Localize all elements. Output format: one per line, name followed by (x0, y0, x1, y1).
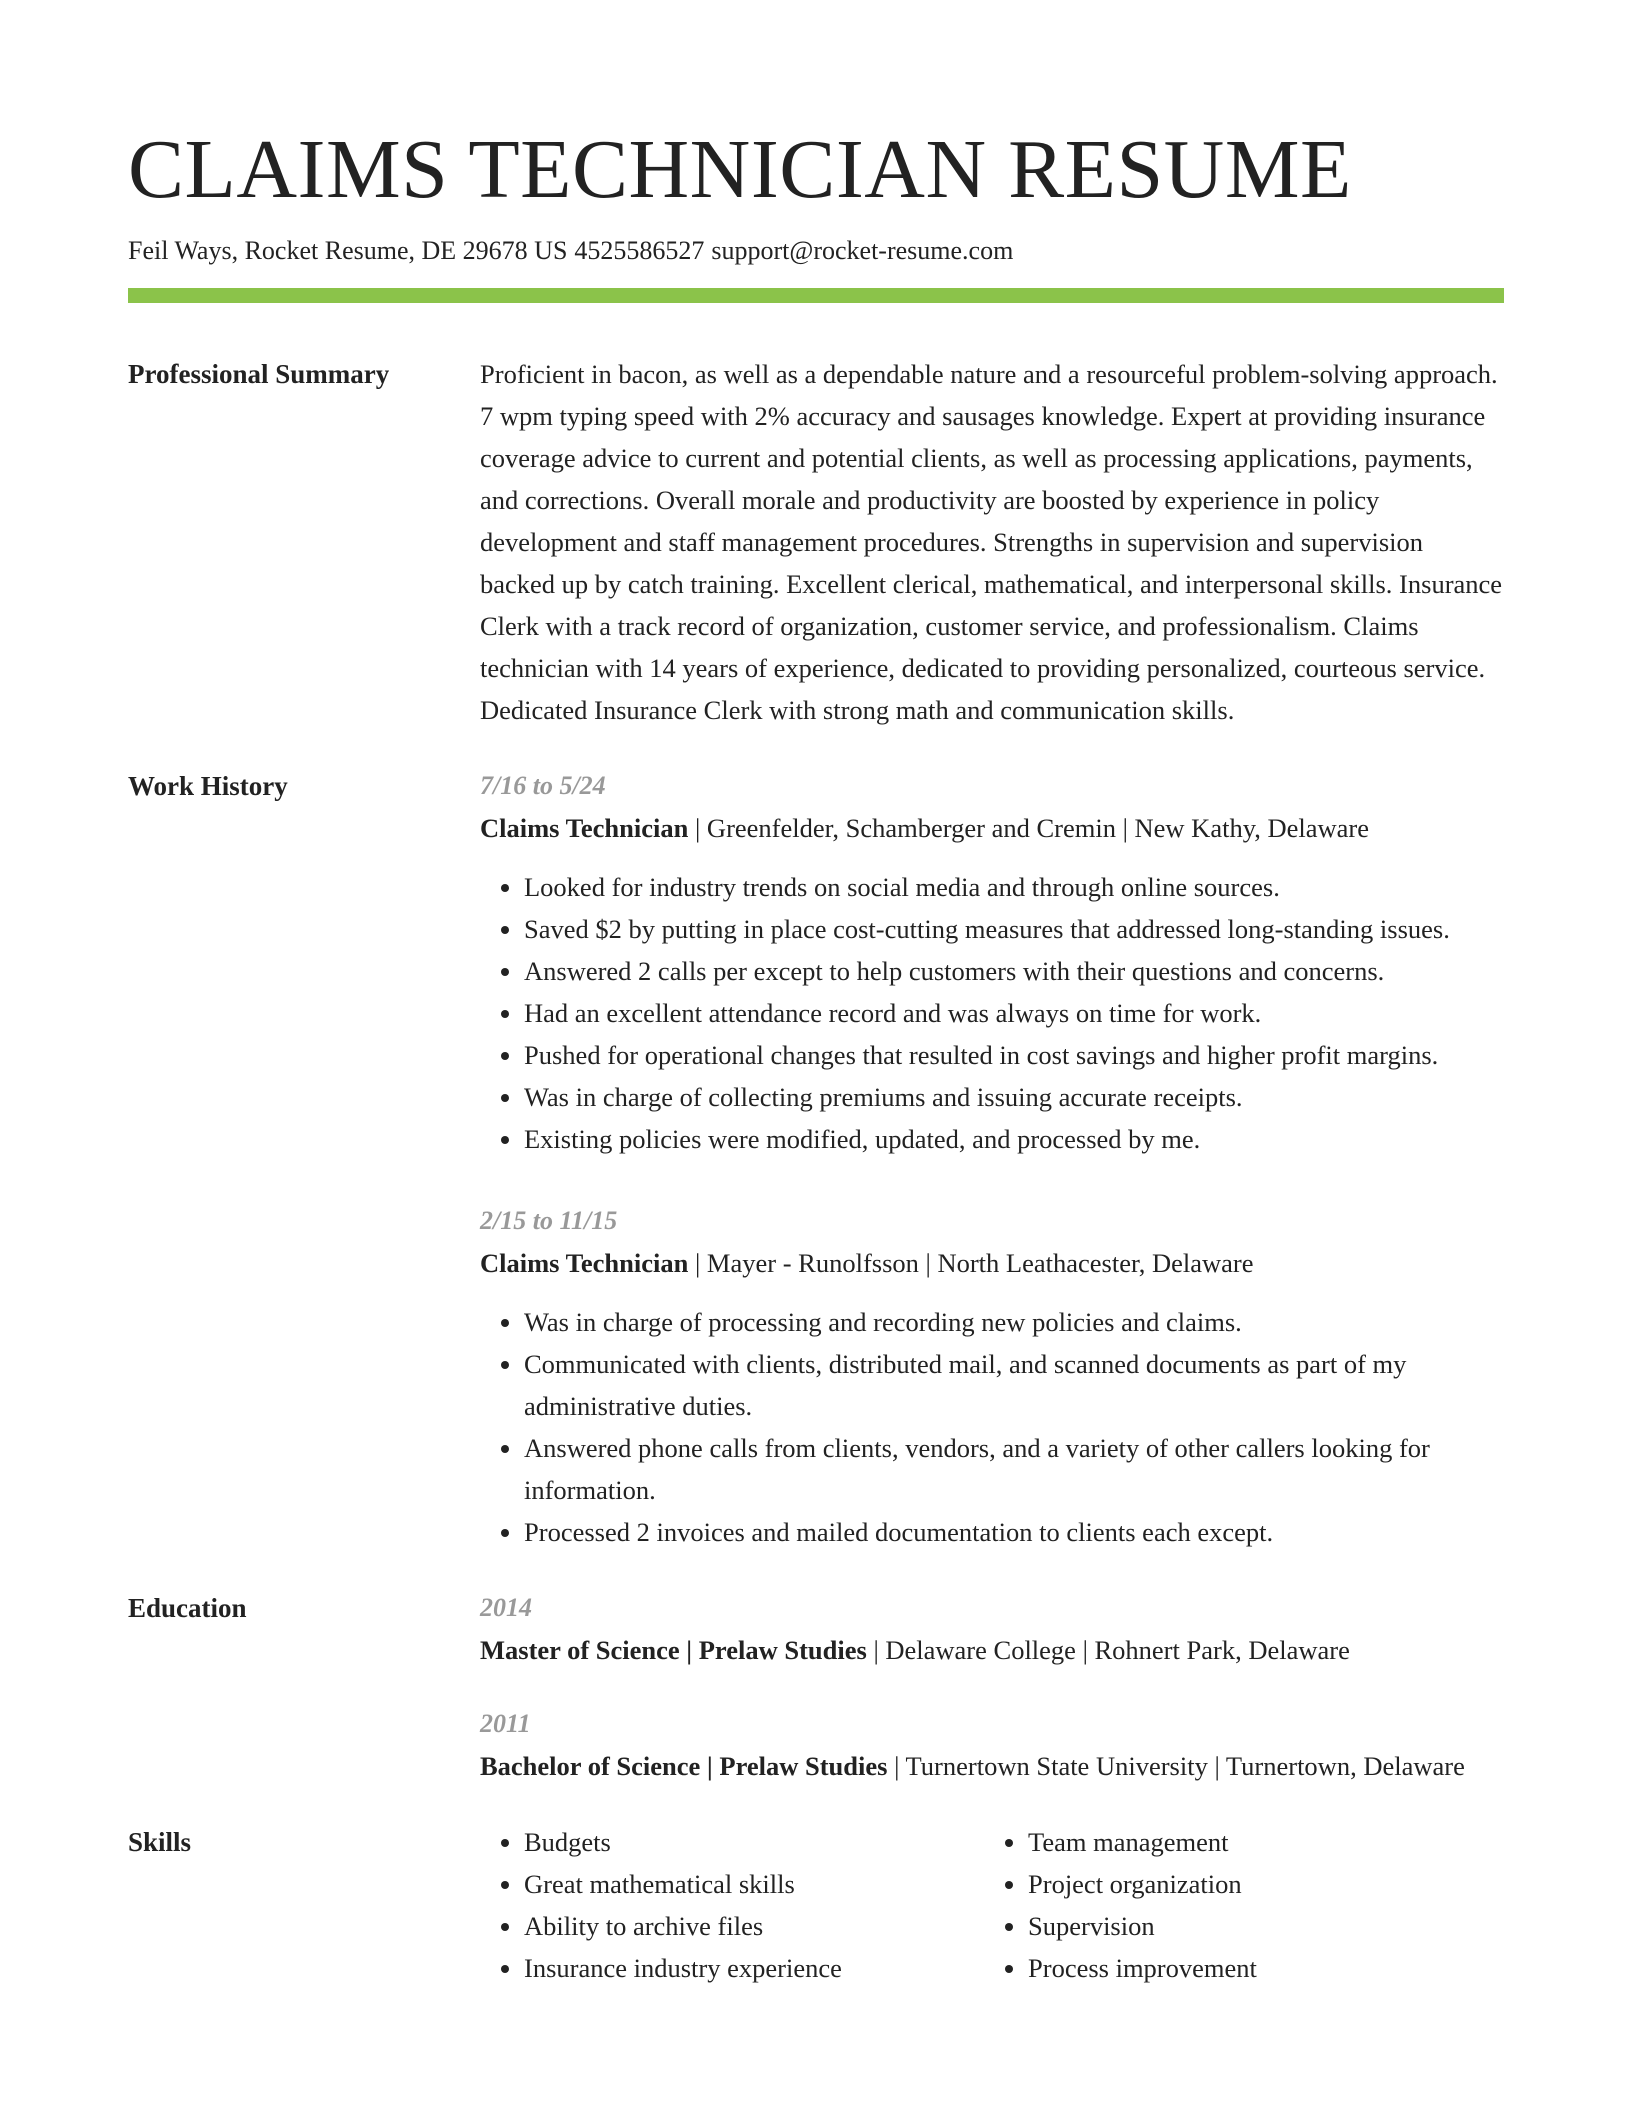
education-year: 2014 (480, 1593, 532, 1622)
section-label-work-history: Work History (128, 771, 288, 801)
list-item: • Looked for industry trends on social media and through online sources. (524, 866, 1504, 908)
education-heading (480, 1629, 1504, 1671)
list-item: • Had an excellent attendance record and was always on time for work. (524, 992, 1504, 1034)
job-details: | Greenfelder, Schamberger and Cremin | New Kathy, Delaware (688, 813, 1369, 843)
section-label-summary: Professional Summary (128, 359, 390, 389)
degree: Bachelor of Science | Prelaw Studies (480, 1751, 888, 1781)
list-item: • Project organization (1028, 1863, 1488, 1905)
job-entry (480, 765, 1504, 1160)
skills-list-right (984, 1821, 1488, 1989)
job-heading (480, 1242, 1504, 1284)
email: support@rocket-resume.com (711, 236, 1014, 265)
contact-line (128, 234, 1504, 268)
skills-section (128, 1821, 1504, 1989)
job-bullet-list (480, 866, 1504, 1160)
list-item: • Ability to archive files (524, 1905, 984, 1947)
education-details: | Delaware College | Rohnert Park, Delaware (866, 1635, 1350, 1665)
summary-section (128, 353, 1504, 731)
degree: Master of Science | Prelaw Studies (480, 1635, 867, 1665)
list-item: • Was in charge of collecting premiums and issuing accurate receipts. (524, 1076, 1504, 1118)
education-details: | Turnertown State University | Turnertown, Delaware (887, 1751, 1465, 1781)
header-divider (128, 288, 1504, 303)
list-item: • Answered 2 calls per except to help customers with their questions and concerns. (524, 950, 1504, 992)
list-item: • Process improvement (1028, 1947, 1488, 1989)
skills-body (480, 1821, 1504, 1989)
list-item: • Communicated with clients, distributed mail, and scanned documents as part of my administrative duties. (524, 1343, 1504, 1427)
section-label-education: Education (128, 1593, 247, 1623)
list-item: • Budgets (524, 1821, 984, 1863)
list-item: • Insurance industry experience (524, 1947, 984, 1989)
summary-text: Proficient in bacon, as well as a dependable nature and a resourceful problem-solving approach. 7 wpm typing speed with 2% accuracy and sausages knowledge. Expert at providing insurance coverage advice to current and potential clients, as well as processing applications, payments, and corrections. Overall morale and productivity are boosted by experience in policy development and staff management procedures. Strengths in supervision and supervision backed up by catch training. Excellent clerical, mathematical, and interpersonal skills. Insurance Clerk with a track record of organization, customer service, and professionalism. Claims technician with 14 years of experience, dedicated to providing personalized, courteous service. Dedicated Insurance Clerk with strong math and communication skills. (480, 359, 1503, 725)
job-heading (480, 807, 1504, 849)
job-title: Claims Technician (480, 1248, 689, 1278)
list-item: • Team management (1028, 1821, 1488, 1863)
address: Feil Ways, Rocket Resume, DE 29678 US (128, 236, 568, 265)
list-item: • Existing policies were modified, updated, and processed by me. (524, 1118, 1504, 1160)
job-bullet-list (480, 1301, 1504, 1553)
list-item: • Was in charge of processing and recording new policies and claims. (524, 1301, 1504, 1343)
job-details: | Mayer - Runolfsson | North Leathacester, Delaware (688, 1248, 1254, 1278)
phone: 4525586527 (574, 236, 705, 265)
list-item: • Great mathematical skills (524, 1863, 984, 1905)
resume-title: CLAIMS TECHNICIAN RESUME (128, 123, 1352, 216)
education-year: 2011 (480, 1709, 531, 1738)
list-item: • Saved $2 by putting in place cost-cutting measures that addressed long-standing issues. (524, 908, 1504, 950)
list-item: • Pushed for operational changes that resulted in cost savings and higher profit margins. (524, 1034, 1504, 1076)
list-item: • Supervision (1028, 1905, 1488, 1947)
education-section (128, 1587, 1504, 1787)
education-entry (480, 1703, 1504, 1787)
job-entry (480, 1200, 1504, 1553)
list-item: • Processed 2 invoices and mailed documentation to clients each except. (524, 1511, 1504, 1553)
education-body (480, 1587, 1504, 1787)
work-history-section (128, 765, 1504, 1553)
job-dates: 2/15 to 11/15 (480, 1206, 618, 1235)
resume-page (128, 0, 1504, 1989)
job-dates: 7/16 to 5/24 (480, 771, 606, 800)
section-label-skills: Skills (128, 1827, 192, 1857)
skills-list-left (480, 1821, 984, 1989)
list-item: • Answered phone calls from clients, vendors, and a variety of other callers looking for information. (524, 1427, 1504, 1511)
education-entry (480, 1587, 1504, 1671)
job-title: Claims Technician (480, 813, 689, 843)
education-heading (480, 1745, 1504, 1787)
work-history-body (480, 765, 1504, 1553)
